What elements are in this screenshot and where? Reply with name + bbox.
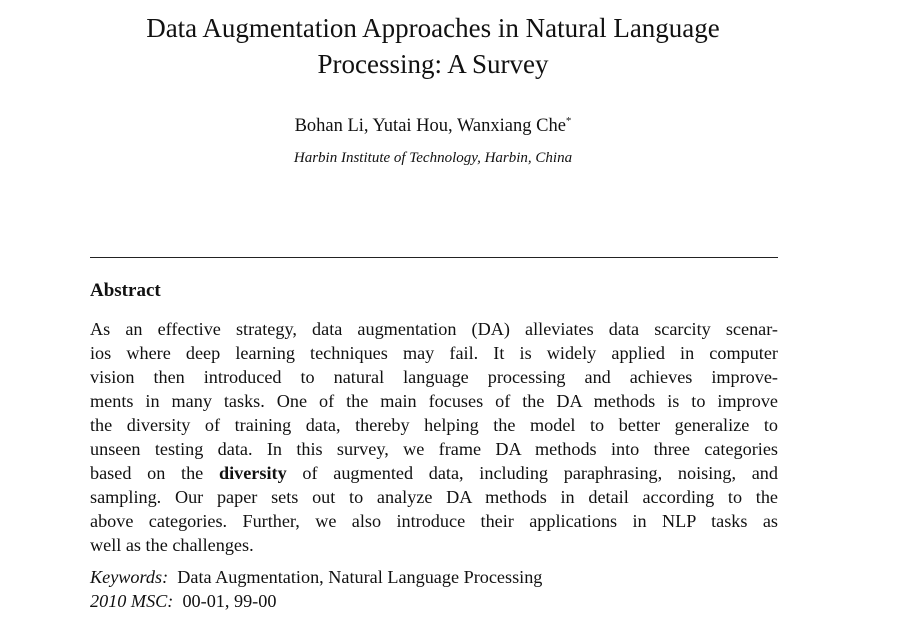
msc-value: 00-01, 99-00 xyxy=(182,591,277,611)
affiliation: Harbin Institute of Technology, Harbin, China xyxy=(293,150,573,166)
abstract-line: well as the challenges. xyxy=(90,535,254,555)
abstract-line: As an effective strategy, data augmentation (DA) alleviates data scarcity scenar- xyxy=(90,319,778,339)
abstract-line: unseen testing data. In this survey, we frame DA methods into three categories xyxy=(90,439,778,459)
abstract-line: sampling. Our paper sets out to analyze DA methods in detail according to the xyxy=(90,487,778,507)
corresponding-author-mark: * xyxy=(565,115,572,127)
abstract-line: vision then introduced to natural language processing and achieves improve- xyxy=(90,367,778,387)
abstract-text: of augmented data, including paraphrasing, noising, and xyxy=(286,463,778,483)
authors-text: Bohan Li, Yutai Hou, Wanxiang Che xyxy=(294,116,566,137)
msc-row xyxy=(90,591,276,612)
keywords-value: Data Augmentation, Natural Language Processing xyxy=(177,567,543,587)
emphasis-diversity: diversity xyxy=(218,463,287,483)
abstract-line: above categories. Further, we also introduce their applications in NLP tasks as xyxy=(90,511,778,531)
author-list xyxy=(0,115,866,137)
section-divider xyxy=(90,257,778,258)
title-line-2: Processing: A Survey xyxy=(317,49,549,79)
msc-label: 2010 MSC: xyxy=(90,591,174,611)
abstract-line: ments in many tasks. One of the main focuses of the DA methods is to improve xyxy=(90,391,778,411)
paper-title xyxy=(0,10,866,82)
abstract-body xyxy=(90,317,778,557)
abstract-line xyxy=(90,461,778,485)
title-line-1: Data Augmentation Approaches in Natural Language xyxy=(146,13,720,43)
abstract-heading: Abstract xyxy=(90,280,161,301)
abstract-text: based on the xyxy=(90,463,219,483)
keywords-row xyxy=(90,567,542,588)
keywords-label: Keywords: xyxy=(90,567,169,587)
abstract-line: ios where deep learning techniques may fail. It is widely applied in computer xyxy=(90,343,778,363)
abstract-line: the diversity of training data, thereby helping the model to better generalize to xyxy=(90,415,778,435)
